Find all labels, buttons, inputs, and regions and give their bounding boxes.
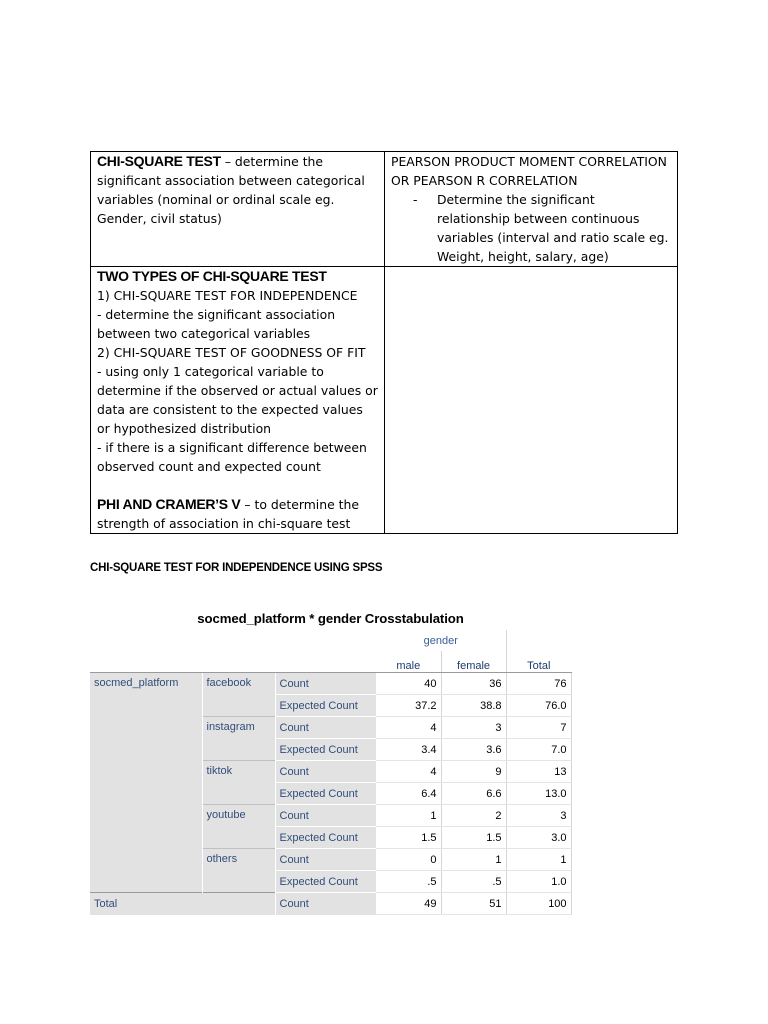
value-cell: 49: [376, 893, 441, 915]
stat-label-expected: Expected Count: [275, 739, 376, 761]
pearson-cell: [385, 152, 678, 267]
pearson-title-line2: OR PEARSON R CORRELATION: [391, 173, 578, 188]
value-cell: .5: [441, 871, 506, 893]
value-cell: 9: [441, 761, 506, 783]
col-header-male: male: [376, 651, 441, 673]
stat-label-count: Count: [275, 761, 376, 783]
stat-label-count: Count: [275, 893, 376, 915]
crosstab-header-columns: [90, 651, 571, 673]
notes-table: [90, 151, 678, 534]
value-cell: 3: [441, 717, 506, 739]
value-cell: 0: [376, 849, 441, 871]
chi-square-description: – determine the significant association between categorical variables (nominal or ordinal scale eg. Gender, civil status): [97, 154, 365, 226]
crosstab-header-gender: [90, 630, 571, 651]
two-types-line-5: - if there is a significant difference between observed count and expected count: [97, 440, 367, 474]
value-cell: 4: [376, 761, 441, 783]
value-cell: 1.5: [441, 827, 506, 849]
value-cell: 51: [441, 893, 506, 915]
value-cell: 2: [441, 805, 506, 827]
two-types-line-3: 2) CHI-SQUARE TEST OF GOODNESS OF FIT: [97, 345, 366, 360]
value-cell: 36: [441, 673, 506, 695]
value-cell: 3: [506, 805, 571, 827]
chi-square-types-cell: [91, 267, 385, 534]
stat-label-expected: Expected Count: [275, 695, 376, 717]
table-row: [90, 673, 571, 695]
row-variable-label: socmed_platform: [90, 673, 202, 893]
two-types-line-1: 1) CHI-SQUARE TEST FOR INDEPENDENCE: [97, 288, 358, 303]
value-cell: 1: [376, 805, 441, 827]
col-group-label: gender: [423, 634, 458, 647]
stat-label-count: Count: [275, 717, 376, 739]
pearson-bullet-mark: -: [413, 192, 418, 207]
value-cell: 7: [506, 717, 571, 739]
stat-label-expected: Expected Count: [275, 827, 376, 849]
two-types-heading: TWO TYPES OF CHI-SQUARE TEST: [97, 268, 327, 284]
value-cell: 38.8: [441, 695, 506, 717]
crosstab-title: socmed_platform * gender Crosstabulation: [197, 611, 464, 626]
value-cell: 76.0: [506, 695, 571, 717]
pearson-title-line1: PEARSON PRODUCT MOMENT CORRELATION: [391, 154, 667, 169]
value-cell: 76: [506, 673, 571, 695]
value-cell: 3.0: [506, 827, 571, 849]
category-label: facebook: [202, 673, 275, 717]
value-cell: .5: [376, 871, 441, 893]
value-cell: 4: [376, 717, 441, 739]
stat-label-count: Count: [275, 673, 376, 695]
stat-label-count: Count: [275, 805, 376, 827]
value-cell: 6.6: [441, 783, 506, 805]
table-row-total: [90, 893, 571, 915]
value-cell: 3.6: [441, 739, 506, 761]
value-cell: 13: [506, 761, 571, 783]
value-cell: 6.4: [376, 783, 441, 805]
category-label: tiktok: [202, 761, 275, 805]
two-types-line-4: - using only 1 categorical variable to determine if the observed or actual values or data are consistent to the expected values or hypothesized distribution: [97, 364, 378, 436]
pearson-bullet: [391, 190, 671, 266]
stat-label-count: Count: [275, 849, 376, 871]
total-row-label: Total: [90, 893, 275, 915]
crosstab-table: [90, 630, 572, 915]
value-cell: 7.0: [506, 739, 571, 761]
stat-label-expected: Expected Count: [275, 783, 376, 805]
phi-cramer-heading: PHI AND CRAMER’S V: [97, 496, 241, 512]
empty-cell: [385, 267, 678, 534]
phi-cramer-description: – to determine the strength of association in chi-square test: [97, 497, 359, 531]
category-label: youtube: [202, 805, 275, 849]
value-cell: 37.2: [376, 695, 441, 717]
crosstab-body: [90, 673, 571, 915]
value-cell: 13.0: [506, 783, 571, 805]
value-cell: 1: [506, 849, 571, 871]
category-label: others: [202, 849, 275, 893]
value-cell: 1.0: [506, 871, 571, 893]
chi-square-heading: CHI-SQUARE TEST: [97, 153, 221, 169]
blank-line: [97, 476, 378, 495]
chi-square-cell: [91, 152, 385, 267]
value-cell: 1: [441, 849, 506, 871]
category-label: instagram: [202, 717, 275, 761]
value-cell: 1.5: [376, 827, 441, 849]
value-cell: 40: [376, 673, 441, 695]
col-header-female: female: [441, 651, 506, 673]
stat-label-expected: Expected Count: [275, 871, 376, 893]
value-cell: 3.4: [376, 739, 441, 761]
pearson-bullet-text: Determine the significant relationship between continuous variables (interval and ratio scale eg. Weight, height, salary, age): [437, 192, 669, 264]
value-cell: 100: [506, 893, 571, 915]
section-heading: CHI-SQUARE TEST FOR INDEPENDENCE USING SPSS: [90, 562, 383, 574]
two-types-line-2: - determine the significant association between two categorical variables: [97, 307, 336, 341]
col-header-total: Total: [506, 651, 571, 673]
